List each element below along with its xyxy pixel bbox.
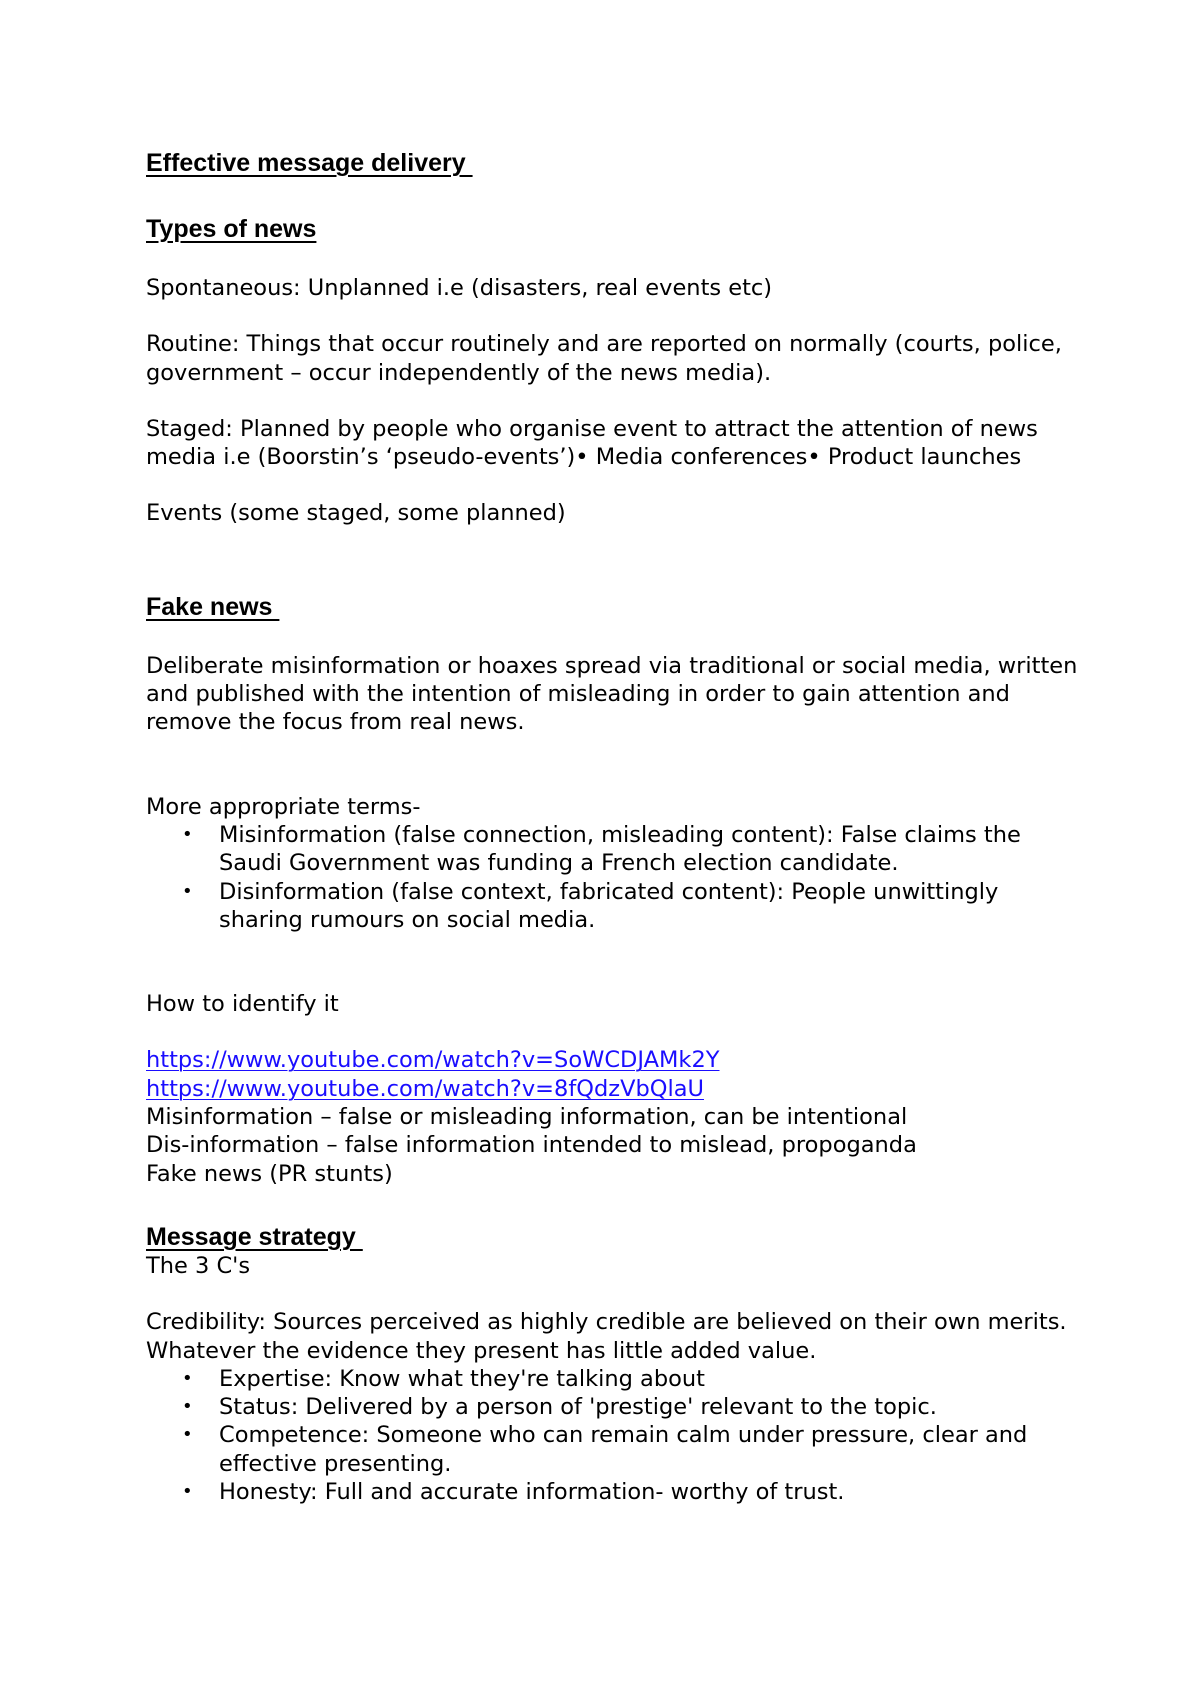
spacer [146,1018,1086,1046]
list-item-text: Competence: Someone who can remain calm under pressure, clear and effective presenting. [219,1422,1028,1477]
spacer [146,302,1086,330]
three-cs-line: The 3 C's [146,1252,251,1279]
credibility-list [146,1365,1086,1506]
bullet-icon: • [182,880,193,902]
spacer [146,1188,1086,1222]
spacer [146,178,1086,214]
video-links [146,1046,1086,1103]
page-title: Effective message delivery [146,149,473,177]
fake-news-line: Fake news (PR stunts) [146,1160,393,1187]
bullet-icon: • [182,823,193,845]
list-item [146,821,1086,878]
terms-list [146,821,1086,934]
video-link[interactable]: https://www.youtube.com/watch?v=SoWCDJAMk2Y [146,1047,720,1074]
spacer [146,244,1086,274]
credibility-paragraph: Credibility: Sources perceived as highly credible are believed on their own merits. Whatever the evidence they present has little added value. [146,1309,1067,1364]
types-of-news-heading: Types of news [146,215,317,243]
events-paragraph: Events (some staged, some planned) [146,500,566,527]
list-item-text: Honesty: Full and accurate information- worthy of trust. [219,1479,845,1506]
spacer [146,1280,1086,1308]
list-item [146,1478,1086,1506]
list-item-text: Status: Delivered by a person of 'prestige' relevant to the topic. [219,1394,937,1421]
message-strategy-heading: Message strategy [146,1222,363,1251]
bullet-icon: • [182,1396,193,1418]
spacer [146,737,1086,793]
spontaneous-paragraph: Spontaneous: Unplanned i.e (disasters, real events etc) [146,275,773,301]
spacer [146,471,1086,499]
fake-news-heading: Fake news [146,592,280,621]
identify-heading: How to identify it [146,991,339,1018]
list-item-text: Misinformation (false connection, misleading content): False claims the Saudi Government was funding a French election candidate. [219,821,1021,877]
disinformation-line: Dis-information – false information intended to mislead, propoganda [146,1132,917,1159]
fake-news-definition: Deliberate misinformation or hoaxes spread via traditional or social media, written and published with the intention of misleading in order to gain attention and remove the focus from real news. [146,652,1078,736]
list-item [146,1393,1086,1421]
list-item [146,1421,1086,1478]
list-item [146,1365,1086,1393]
misinformation-line: Misinformation – false or misleading information, can be intentional [146,1104,908,1131]
spacer [146,528,1086,592]
terms-intro: More appropriate terms- [146,793,421,820]
video-link[interactable]: https://www.youtube.com/watch?v=8fQdzVbQlaU [146,1075,704,1102]
spacer [146,387,1086,415]
list-item-text: Disinformation (false context, fabricated content): People unwittingly sharing rumours on social media. [219,878,999,933]
bullet-icon: • [182,1481,193,1503]
list-item [146,878,1086,935]
spacer [146,622,1086,652]
staged-paragraph: Staged: Planned by people who organise event to attract the attention of news media i.e (Boorstin’s ‘pseudo-events’)• Media conferences• Product launches [146,415,1038,471]
bullet-icon: • [182,1424,193,1446]
document-page [146,148,1086,1506]
bullet-icon: • [182,1367,193,1389]
spacer [146,934,1086,990]
list-item-text: Expertise: Know what they're talking about [219,1365,705,1392]
routine-paragraph: Routine: Things that occur routinely and are reported on normally (courts, police, government – occur independently of the news media). [146,331,1062,386]
